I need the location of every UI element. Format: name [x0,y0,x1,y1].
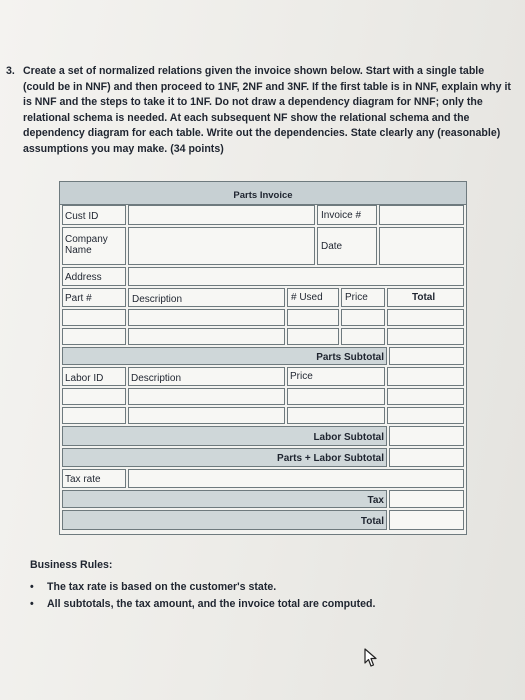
date-label-cell [317,227,377,265]
tax-label: Tax [367,495,384,506]
invoice-number-field [379,205,464,225]
question-number: 3. [6,65,15,77]
part-row-2-price [341,328,385,345]
part-row-1-price [341,309,385,326]
cust-id-label: Cust ID [65,211,99,222]
parts-labor-subtotal-label: Parts + Labor Subtotal [277,453,384,464]
labor-row-2-description [128,407,285,424]
cust-id-label-cell [62,205,126,225]
part-price-label: Price [345,292,368,303]
tax-field [389,490,464,508]
part-row-2-used [287,328,339,345]
labor-description-header [128,367,285,386]
parts-invoice-form [59,181,467,535]
date-label: Date [321,241,343,252]
labor-description-label: Description [131,373,182,384]
parts-labor-subtotal-row [62,448,387,467]
company-name-label-cell [62,227,126,265]
tax-rate-field [128,469,464,488]
company-name-label: Company Name [65,234,108,256]
tax-rate-label-cell [62,469,126,488]
business-rule-text: All subtotals, the tax amount, and the invoice total are computed. [47,598,376,610]
used-label: # Used [291,292,323,303]
part-number-header [62,288,126,307]
parts-subtotal-label: Parts Subtotal [316,352,384,363]
part-description-header [128,288,285,307]
labor-row-2-total [387,407,464,424]
question-3 [6,64,514,158]
part-row-2-total [387,328,464,345]
invoice-total-row [62,510,387,530]
labor-price-label: Price [290,371,313,382]
invoice-total-field [389,510,464,530]
labor-subtotal-label: Labor Subtotal [313,432,384,443]
labor-total-header [387,367,464,386]
tax-rate-label: Tax rate [65,474,101,485]
parts-labor-subtotal-field [389,448,464,467]
labor-row-2-id [62,407,126,424]
address-label-cell [62,267,126,286]
mouse-pointer-icon [364,648,378,673]
labor-row-2-price [287,407,385,424]
invoice-title-row [60,182,466,205]
labor-row-1-description [128,388,285,405]
labor-id-label: Labor ID [65,373,104,384]
part-row-1-used [287,309,339,326]
part-row-1-total [387,309,464,326]
parts-subtotal-field [389,347,464,365]
business-rule-item [30,598,450,610]
bullet-icon: • [30,598,34,610]
question-text: Create a set of normalized relations given the invoice shown below. Start with a single table (could be in NNF) and then proceed to 1NF, 2NF and 3NF. If the first table is in NNF, explain why it is NNF and the steps to take it to 1NF. Do not draw a dependency diagram for NNF; only the relational schema is needed. At each subsequent NF show the relational schema and the dependency diagram for each table. Write out the dependencies. State clearly any (reasonable) assumptions you may make. (34 points) [23,65,511,155]
parts-subtotal-row [62,347,387,365]
part-row-1-part [62,309,126,326]
total-label: Total [412,292,436,303]
part-row-1-description [128,309,285,326]
part-number-label: Part # [65,293,92,304]
business-rules-title: Business Rules: [30,559,113,571]
labor-row-1-total [387,388,464,405]
business-rule-text: The tax rate is based on the customer's state. [47,581,277,593]
invoice-total-label: Total [360,516,384,527]
labor-row-1-price [287,388,385,405]
labor-row-1-id [62,388,126,405]
part-price-header [341,288,385,307]
part-row-2-description [128,328,285,345]
date-field [379,227,464,265]
used-header [287,288,339,307]
cust-id-field [128,205,315,225]
business-rules [30,559,450,615]
labor-subtotal-field [389,426,464,446]
bullet-icon: • [30,581,34,593]
labor-id-header [62,367,126,386]
labor-price-header [287,367,385,386]
tax-row [62,490,387,508]
total-header [387,288,464,307]
address-label: Address [65,272,102,283]
invoice-title: Parts Invoice [233,190,293,201]
part-description-label: Description [132,294,183,305]
company-name-field [128,227,315,265]
invoice-number-label-cell [317,205,377,225]
part-row-2-part [62,328,126,345]
business-rule-item [30,581,450,593]
labor-subtotal-row [62,426,387,446]
address-field [128,267,464,286]
invoice-number-label: Invoice # [321,210,362,221]
